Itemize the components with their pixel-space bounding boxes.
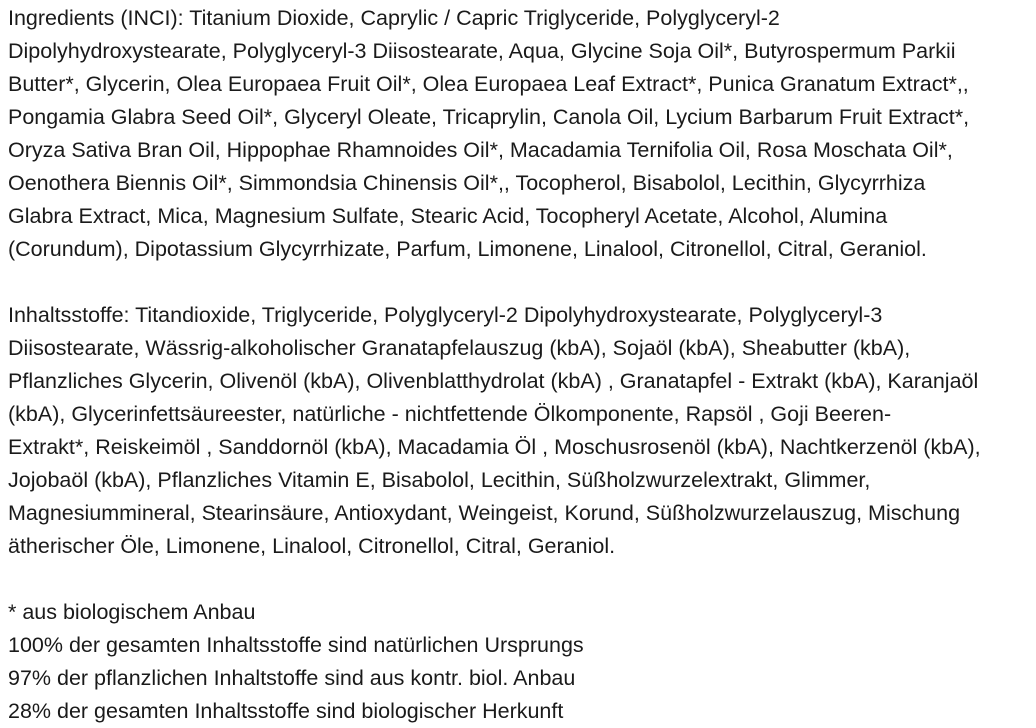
inci-line: Dipolyhydroxystearate, Polyglyceryl-3 Diisostearate, Aqua, Glycine Soja Oil*, Butyrospermum Parkii: [8, 39, 956, 63]
inci-line: (Corundum), Dipotassium Glycyrrhizate, Parfum, Limonene, Linalool, Citronellol, Citral, Geraniol.: [8, 237, 927, 261]
inhaltsstoffe-line: (kbA), Glycerinfettsäureester, natürliche - nichtfettende Ölkomponente, Rapsöl , Goji Beeren-: [8, 402, 892, 426]
inci-ingredients-paragraph: [8, 2, 1026, 266]
inhaltsstoffe-line: Extrakt*, Reiskeimöl , Sanddornöl (kbA), Macadamia Öl , Moschusrosenöl (kbA), Nachtkerzenöl (kbA),: [8, 435, 981, 459]
inhaltsstoffe-line: Inhaltsstoffe: Titandioxide, Triglyceride, Polyglyceryl-2 Dipolyhydroxystearate, Polyglyceryl-3: [8, 303, 883, 327]
inci-line: Glabra Extract, Mica, Magnesium Sulfate, Stearic Acid, Tocopheryl Acetate, Alcohol, Alumina: [8, 204, 888, 228]
inci-line: Ingredients (INCI): Titanium Dioxide, Caprylic / Capric Triglyceride, Polyglyceryl-2: [8, 6, 780, 30]
organic-footnote: * aus biologischem Anbau: [8, 600, 256, 624]
inhaltsstoffe-line: Magnesiummineral, Stearinsäure, Antioxydant, Weingeist, Korund, Süßholzwurzelauszug, Mischung: [8, 501, 961, 525]
natural-origin-note: 100% der gesamten Inhaltsstoffe sind natürlichen Ursprungs: [8, 633, 584, 657]
organic-notes: [8, 596, 1026, 728]
inhaltsstoffe-line: Diisostearate, Wässrig-alkoholischer Granatapfelauszug (kbA), Sojaöl (kbA), Sheabutter (kbA),: [8, 336, 911, 360]
total-organic-note: 28% der gesamten Inhaltsstoffe sind biologischer Herkunft: [8, 699, 564, 723]
inhaltsstoffe-line: Pflanzliches Glycerin, Olivenöl (kbA), Olivenblatthydrolat (kbA) , Granatapfel - Extrakt (kbA), Karanjaöl: [8, 369, 979, 393]
inci-line: Butter*, Glycerin, Olea Europaea Fruit Oil*, Olea Europaea Leaf Extract*, Punica Granatum Extract*,,: [8, 72, 969, 96]
plant-organic-note: 97% der pflanzlichen Inhaltstoffe sind aus kontr. biol. Anbau: [8, 666, 576, 690]
inhaltsstoffe-line: Jojobaöl (kbA), Pflanzliches Vitamin E, Bisabolol, Lecithin, Süßholzwurzelextrakt, Glimmer,: [8, 468, 871, 492]
inhaltsstoffe-paragraph: [8, 299, 1026, 563]
inhaltsstoffe-line: ätherischer Öle, Limonene, Linalool, Citronellol, Citral, Geraniol.: [8, 534, 616, 558]
inci-line: Oryza Sativa Bran Oil, Hippophae Rhamnoides Oil*, Macadamia Ternifolia Oil, Rosa Moschata Oil*,: [8, 138, 953, 162]
inci-line: Pongamia Glabra Seed Oil*, Glyceryl Oleate, Tricaprylin, Canola Oil, Lycium Barbarum Fruit Extract*,: [8, 105, 970, 129]
inci-line: Oenothera Biennis Oil*, Simmondsia Chinensis Oil*,, Tocopherol, Bisabolol, Lecithin, Glycyrrhiza: [8, 171, 926, 195]
